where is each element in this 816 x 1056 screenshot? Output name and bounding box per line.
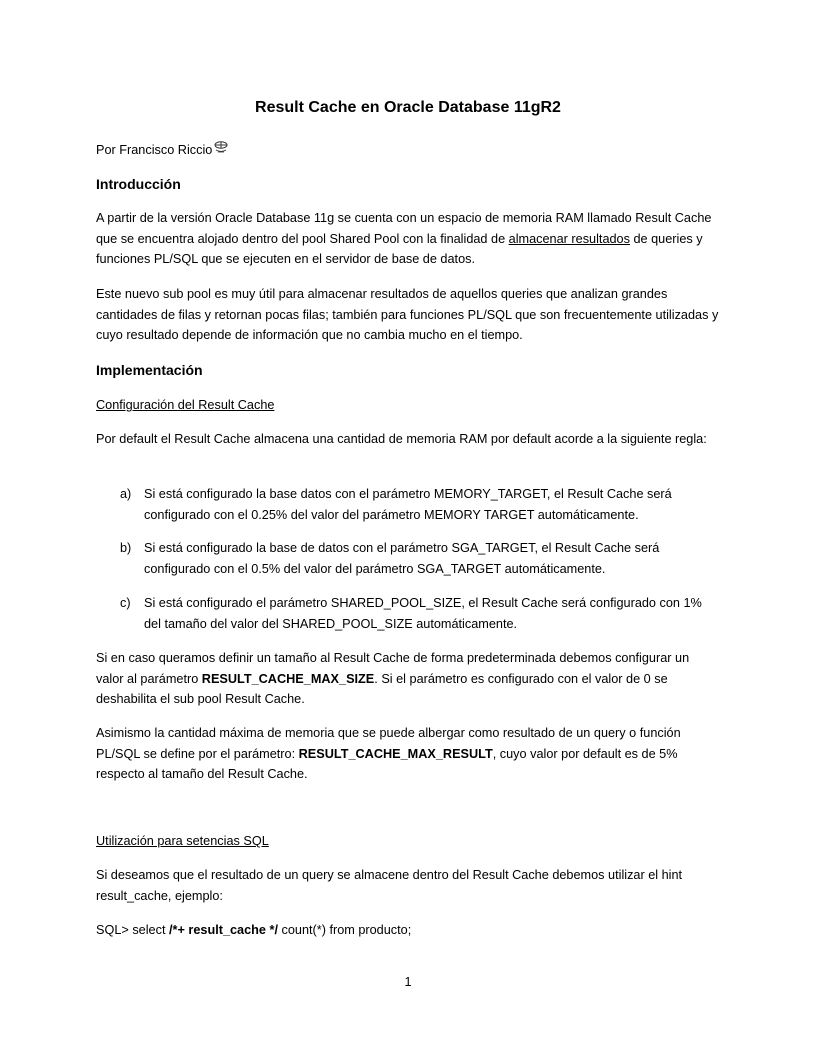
implementation-heading: Implementación (96, 362, 203, 378)
list-item-text: Si está configurado la base de datos con el parámetro SGA_TARGET, el Result Cache será configurado con el 0.5% del valor del parámetro SGA_TARGET automáticamente. (144, 541, 660, 576)
list-item-text: Si está configurado el parámetro SHARED_POOL_SIZE, el Result Cache será configurado con 1% del tamaño del valor del SHARED_POOL_SIZE automáticamente. (144, 596, 702, 631)
document-title: Result Cache en Oracle Database 11gR2 (255, 99, 561, 116)
list-marker: c) (120, 596, 131, 610)
result-cache-max-result-param: RESULT_CACHE_MAX_RESULT (298, 746, 493, 761)
max-result-text: Asimismo la cantidad máxima de memoria que se puede albergar como resultado de un query o función PL/SQL se define por el parámetro: (96, 726, 681, 761)
list-item-text: Si está configurado la base datos con el parámetro MEMORY_TARGET, el Result Cache será configurado con el 0.25% del valor del parámetro MEMORY TARGET automáticamente. (144, 487, 672, 522)
max-result-paragraph (96, 723, 720, 785)
config-subheading: Configuración del Result Cache (96, 398, 275, 412)
max-size-text: Si en caso queramos definir un tamaño al Result Cache de forma predeterminada debemos configurar un valor al parámetro (96, 651, 690, 686)
intro-paragraph-1 (96, 208, 720, 270)
intro-p1-text-end: de queries y funciones PL/SQL que se ejecuten en el servidor de base de datos. (96, 231, 703, 266)
list-marker: a) (120, 487, 132, 501)
intro-p1-text: A partir de la versión Oracle Database 11g se cuenta con un espacio de memoria RAM llamado Result Cache que se encuentra alojado dentro del pool Shared Pool con la finalidad de (96, 211, 712, 246)
almacenar-resultados-link[interactable]: almacenar resultados (508, 231, 630, 246)
author-name: Por Francisco Riccio (96, 143, 213, 157)
oracle-ace-icon (213, 140, 229, 154)
result-cache-max-size-param: RESULT_CACHE_MAX_SIZE (201, 671, 375, 686)
list-marker: b) (120, 541, 132, 555)
config-paragraph: Por default el Result Cache almacena una cantidad de memoria RAM por default acorde a la siguiente regla: (96, 432, 707, 446)
max-size-paragraph (96, 648, 720, 710)
max-result-text-end: , cuyo valor por default es de 5% respecto al tamaño del Result Cache. (96, 746, 678, 781)
author-line (96, 140, 229, 161)
max-size-text-end: . Si el parámetro es configurado con el valor de 0 se deshabilita el sub pool Result Cache. (96, 671, 668, 706)
sql-usage-paragraph: Si deseamos que el resultado de un query se almacene dentro del Result Cache debemos utilizar el hint result_cache, ejemplo: (96, 868, 683, 903)
sql-example (96, 920, 720, 941)
intro-heading: Introducción (96, 176, 181, 192)
sql-usage-subheading: Utilización para setencias SQL (96, 834, 269, 848)
sql-suffix: count(*) from producto; (277, 923, 412, 937)
sql-prefix: SQL> select (96, 923, 169, 937)
intro-paragraph-2: Este nuevo sub pool es muy útil para almacenar resultados de aquellos queries que analizan grandes cantidades de filas y retornan pocas filas; también para funciones PL/SQL que son frecuentemente utilizadas y cuyo resultado depende de información que no cambia mucho en el tiempo. (96, 287, 719, 342)
page-number: 1 (404, 975, 412, 989)
sql-hint: /*+ result_cache */ (169, 923, 278, 937)
